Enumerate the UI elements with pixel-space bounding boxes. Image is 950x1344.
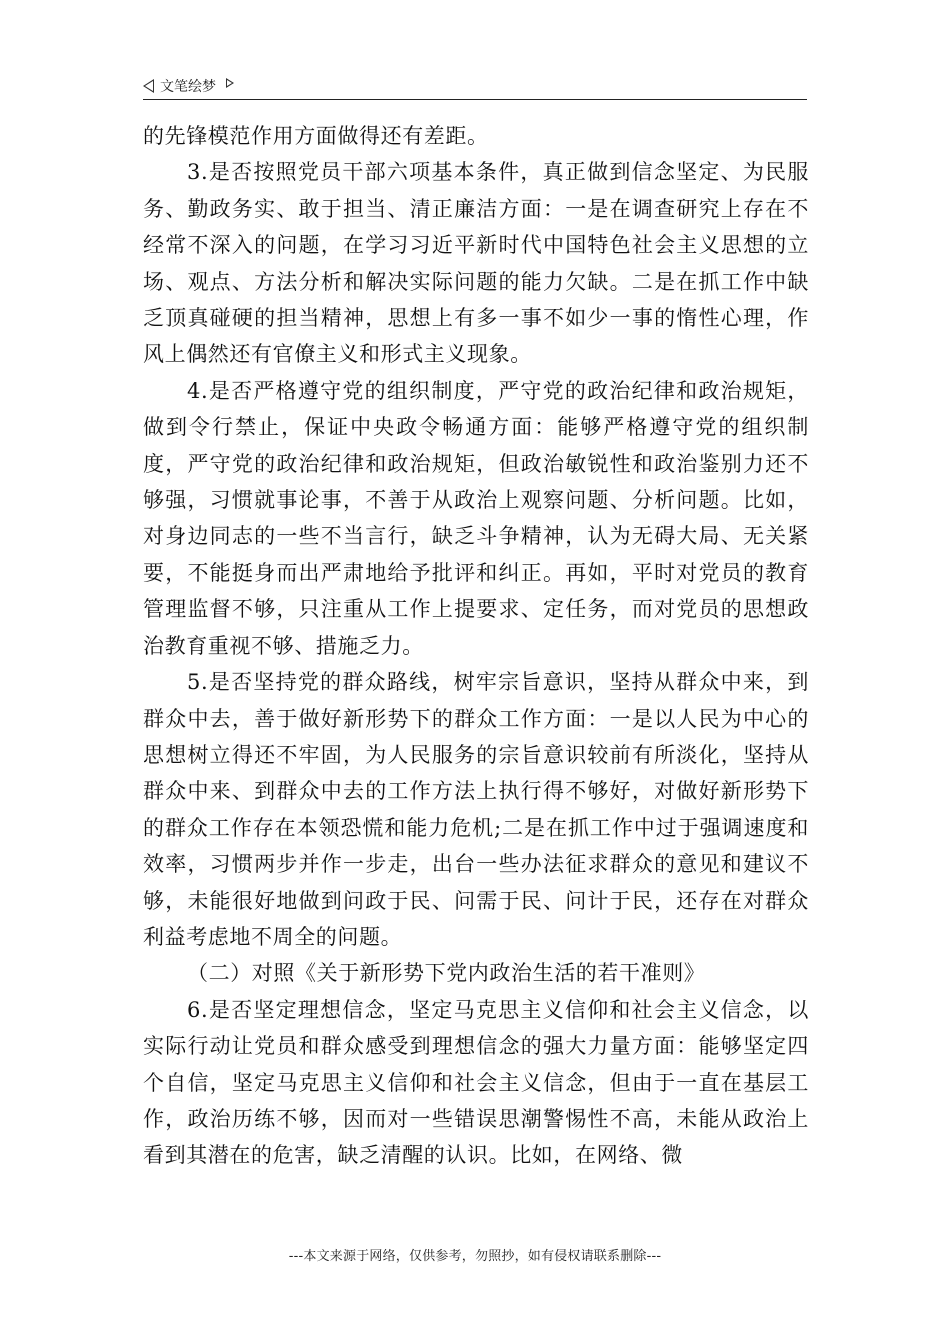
page-header (143, 72, 807, 100)
header-title: 文笔绘梦 (160, 79, 216, 95)
paragraph-continuation: 的先锋模范作用方面做得还有差距。 (143, 124, 489, 148)
triangle-right-icon (226, 78, 234, 88)
footer-notice: ---本文来源于网络，仅供参考，勿照抄，如有侵权请联系删除--- (288, 1249, 662, 1264)
triangle-left-icon (143, 79, 154, 93)
header-divider (143, 99, 807, 100)
document-body (143, 118, 809, 1174)
paragraph-item-4: 4.是否严格遵守党的组织制度，严守党的政治纪律和政治规矩，做到令行禁止，保证中央政令畅通方面：能够严格遵守党的组织制度，严守党的政治纪律和政治规矩，但政治敏锐性和政治鉴别力还不够强，习惯就事论事，不善于从政治上观察问题、分析问题。比如，对身边同志的一些不当言行，缺乏斗争精神，认为无碍大局、无关紧要，不能挺身而出严肃地给予批评和纠正。再如，平时对党员的教育管理监督不够，只注重从工作上提要求、定任务，而对党员的思想政治教育重视不够、措施乏力。 (143, 378, 809, 658)
paragraph-item-5: 5.是否坚持党的群众路线，树牢宗旨意识，坚持从群众中来，到群众中去，善于做好新形势下的群众工作方面：一是以人民为中心的思想树立得还不牢固，为人民服务的宗旨意识较前有所淡化，坚持从群众中来、到群众中去的工作方法上执行得不够好，对做好新形势下的群众工作存在本领恐慌和能力危机;二是在抓工作中过于强调速度和效率，习惯两步并作一步走，出台一些办法征求群众的意见和建议不够，未能很好地做到问政于民、问需于民、问计于民，还存在对群众利益考虑地不周全的问题。 (143, 670, 809, 949)
paragraph-item-6: 6.是否坚定理想信念，坚定马克思主义信仰和社会主义信念，以实际行动让党员和群众感受到理想信念的强大力量方面：能够坚定四个自信，坚定马克思主义信仰和社会主义信念，但由于一直在基层工作，政治历练不够，因而对一些错误思潮警惕性不高，未能从政治上看到其潜在的危害，缺乏清醒的认识。比如，在网络、微 (143, 997, 809, 1168)
section-heading: （二）对照《关于新形势下党内政治生活的若干准则》 (187, 961, 706, 986)
paragraph-item-3: 3.是否按照党员干部六项基本条件，真正做到信念坚定、为民服务、勤政务实、敢于担当、清正廉洁方面：一是在调查研究上存在不经常不深入的问题，在学习习近平新时代中国特色社会主义思想的立场、观点、方法分析和解决实际问题的能力欠缺。二是在抓工作中缺乏顶真碰硬的担当精神，思想上有多一事不如少一事的惰性心理，作风上偶然还有官僚主义和形式主义现象。 (143, 160, 809, 367)
